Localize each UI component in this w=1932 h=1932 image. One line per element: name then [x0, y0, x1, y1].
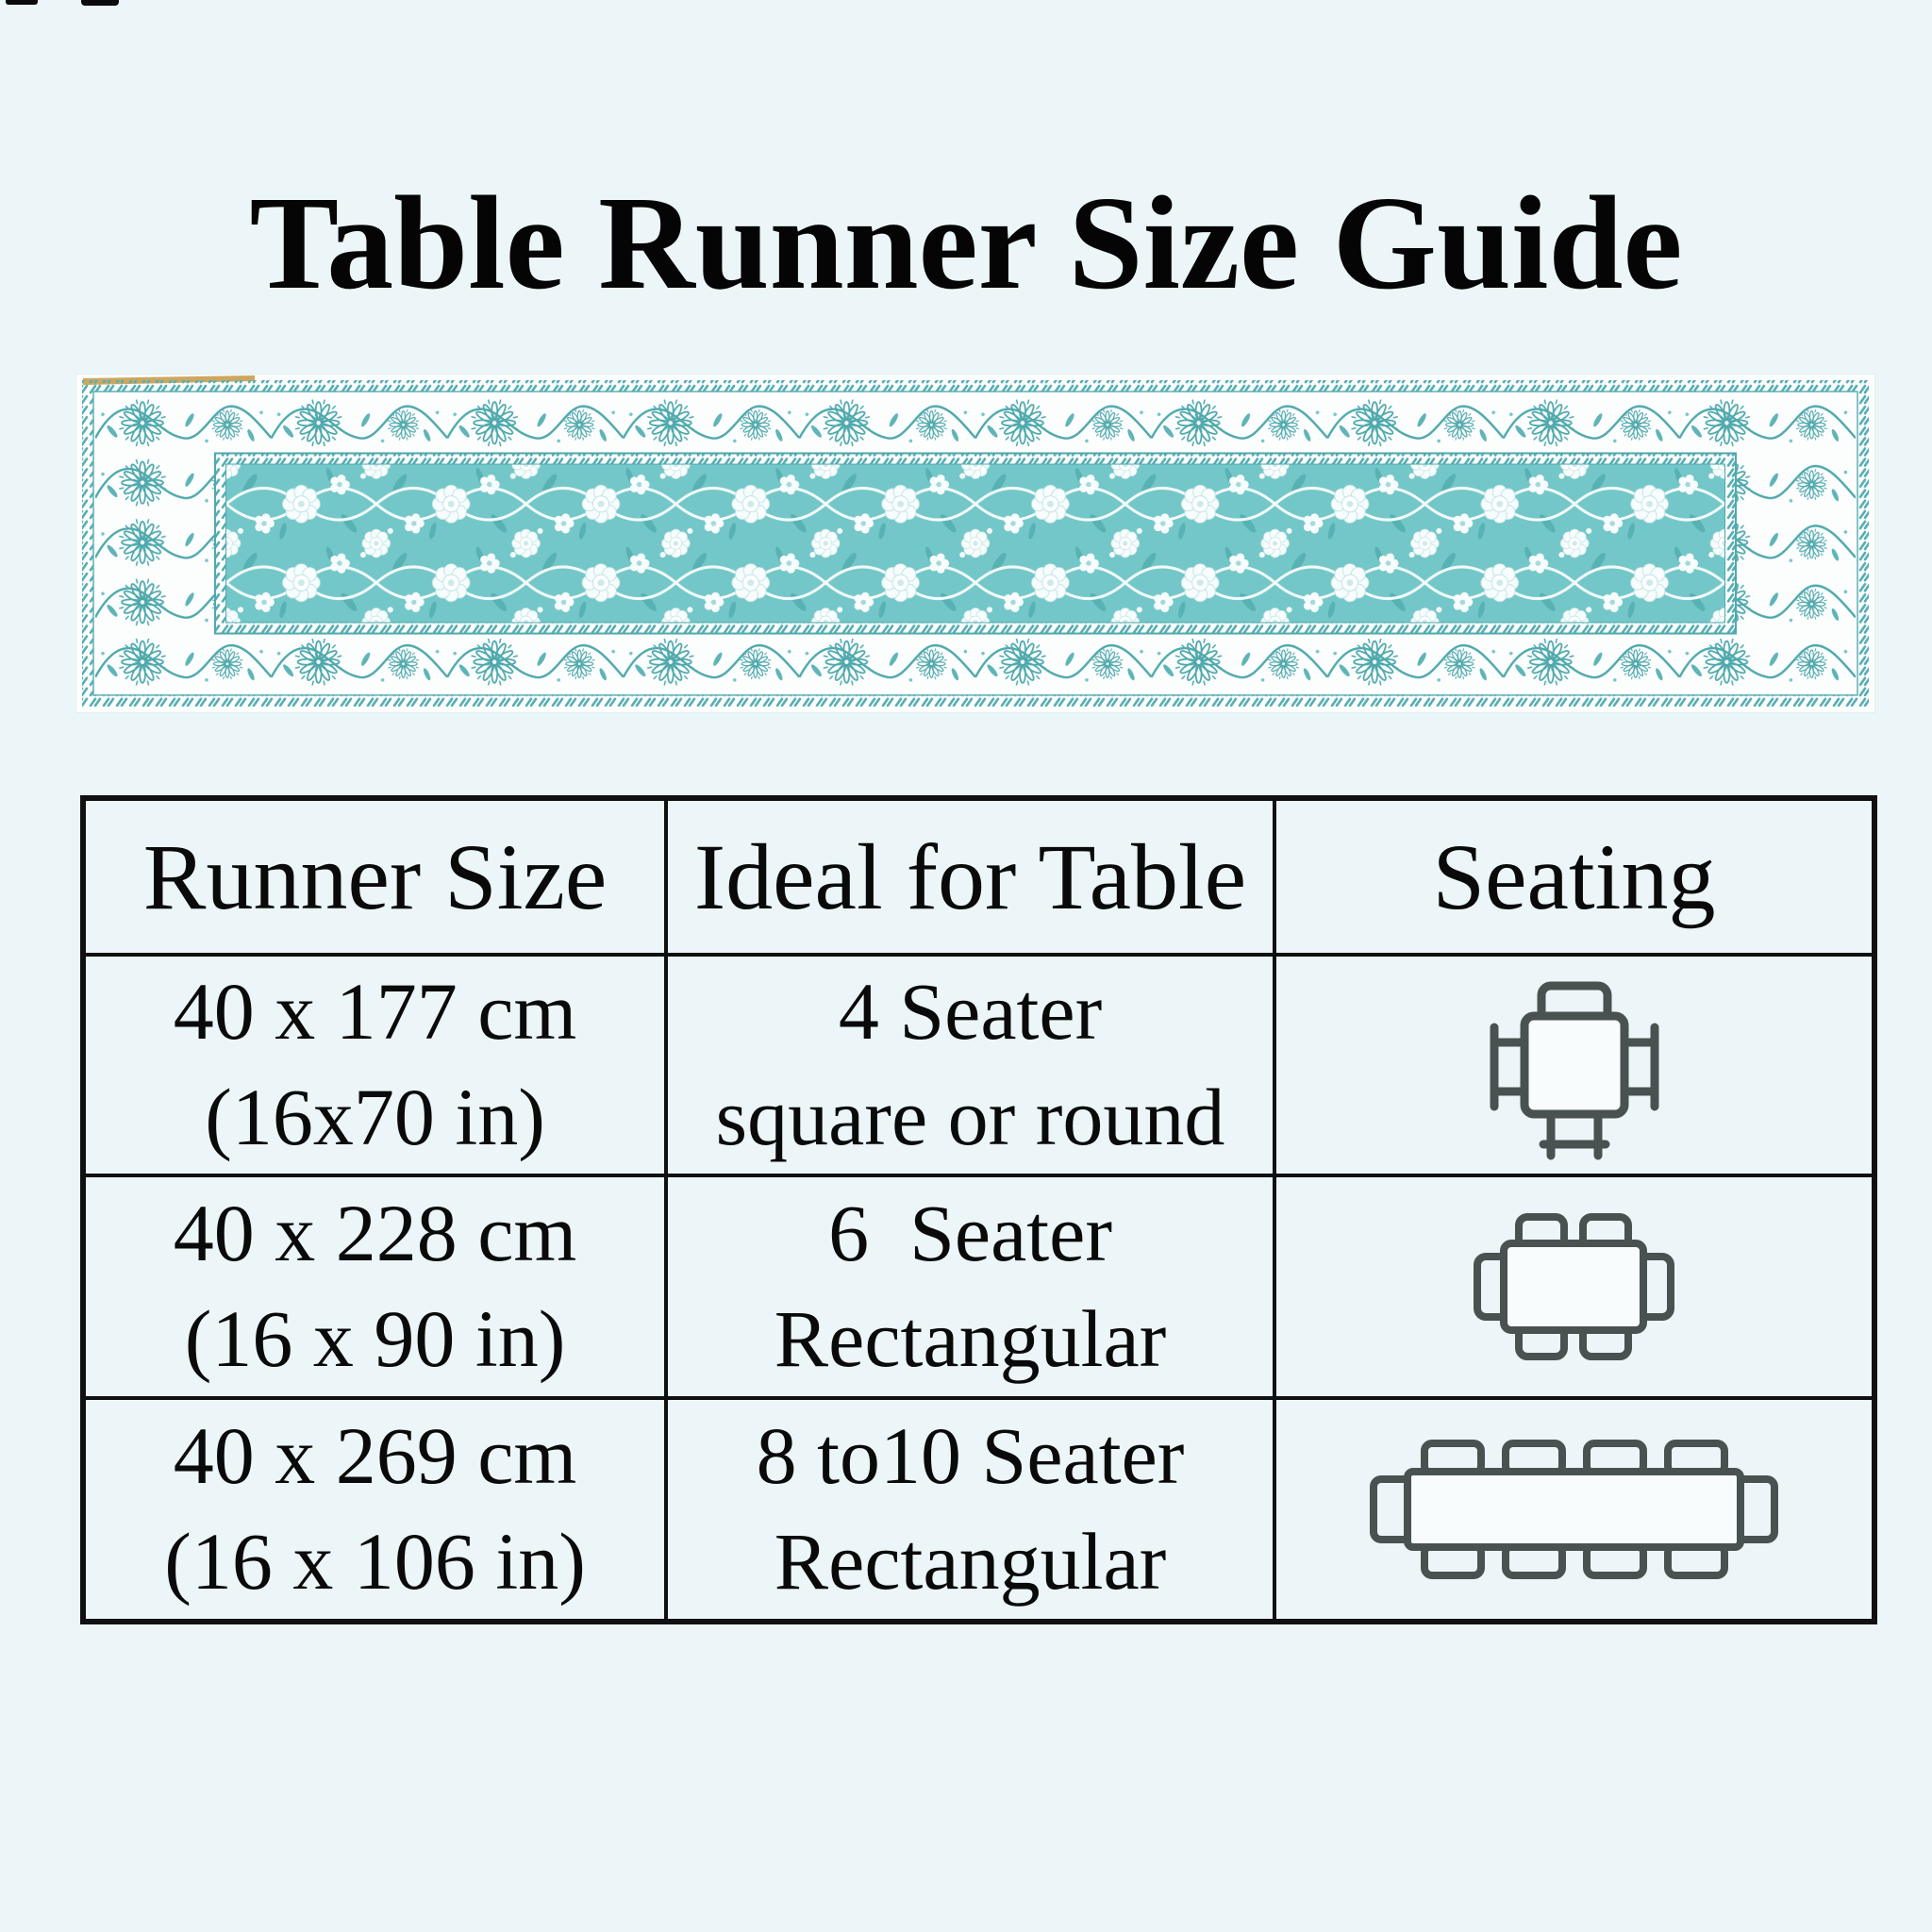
header-label: Seating	[1432, 824, 1716, 929]
ideal-line1: 6 Seater	[828, 1188, 1112, 1279]
page-title: Table Runner Size Guide	[249, 168, 1683, 317]
ideal-line1: 8 to10 Seater	[756, 1410, 1185, 1502]
table-row-1-ideal	[668, 957, 1276, 1177]
scan-artifact	[81, 0, 119, 6]
size-in: (16 x 106 in)	[164, 1516, 586, 1607]
eight-to-ten-seater-table-icon	[1364, 1430, 1784, 1589]
table-row-2-ideal	[668, 1177, 1276, 1400]
ideal-line2: Rectangular	[774, 1293, 1167, 1384]
header-runner-size	[86, 801, 668, 957]
six-seater-table-icon	[1468, 1206, 1680, 1368]
table-row-2-seating	[1276, 1177, 1872, 1400]
four-seater-table-icon	[1475, 969, 1674, 1162]
ideal-line2: Rectangular	[774, 1516, 1167, 1607]
header-label: Ideal for Table	[693, 824, 1247, 929]
table-row-3-seating	[1276, 1400, 1872, 1619]
size-cm: 40 x 269 cm	[173, 1410, 577, 1502]
size-guide-table	[80, 795, 1877, 1624]
size-in: (16 x 90 in)	[184, 1293, 566, 1384]
size-cm: 40 x 177 cm	[173, 966, 577, 1058]
table-row-1-seating	[1276, 957, 1872, 1177]
size-cm: 40 x 228 cm	[173, 1188, 577, 1279]
ideal-line2: square or round	[715, 1072, 1225, 1162]
table-row-1-size	[86, 957, 668, 1177]
table-runner-photo	[75, 374, 1875, 713]
header-seating	[1276, 801, 1872, 957]
size-in: (16x70 in)	[205, 1072, 545, 1162]
scan-artifact	[6, 0, 38, 5]
table-row-2-size	[86, 1177, 668, 1400]
table-runner-graphic	[75, 374, 1875, 713]
header-ideal-for-table	[668, 801, 1276, 957]
table-row-3-size	[86, 1400, 668, 1619]
ideal-line1: 4 Seater	[838, 966, 1103, 1058]
table-row-3-ideal	[668, 1400, 1276, 1619]
header-label: Runner Size	[142, 824, 608, 929]
